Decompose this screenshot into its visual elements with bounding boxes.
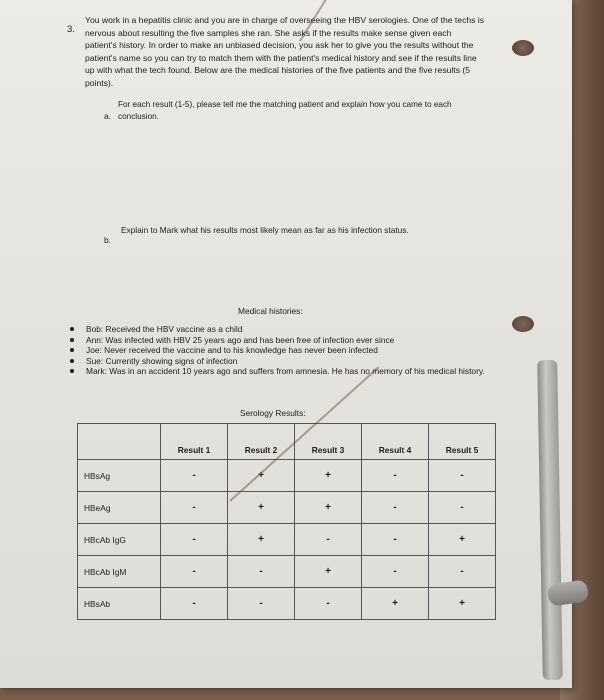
medical-history-list xyxy=(70,324,490,377)
result-cell: - xyxy=(362,492,429,524)
marker-label: HBcAb IgM xyxy=(78,556,161,588)
table-row xyxy=(78,492,496,524)
result-cell: - xyxy=(429,556,496,588)
history-item-sue: Sue: Currently showing signs of infection xyxy=(70,356,490,367)
result-cell: + xyxy=(362,588,429,620)
result-cell: - xyxy=(429,492,496,524)
question-text: You work in a hepatitis clinic and you are in charge of overseeing the HBV serologies. One of the techs is nervous about resulting the five samples she ran. She asks if the results make sense given each patient's history. In order to make an unbiased decision, you ask her to give you the results without the patient's name so you can try to match them with the patient's medical history and see if the results line up with what the tech found. Below are the medical histories of the five patients and the five results (5 points). xyxy=(85,15,485,88)
result-cell: - xyxy=(161,556,228,588)
item-a-text: For each result (1-5), please tell me the matching patient and explain how you came to each conclusion. xyxy=(118,100,452,121)
history-item-bob: Bob: Received the HBV vaccine as a child xyxy=(70,324,490,335)
column-header: Result 3 xyxy=(295,424,362,460)
column-header xyxy=(78,424,161,460)
marker-label: HBeAg xyxy=(78,492,161,524)
result-cell: - xyxy=(295,588,362,620)
punch-hole xyxy=(512,316,534,332)
marker-label: HBsAb xyxy=(78,588,161,620)
table-row xyxy=(78,556,496,588)
punch-hole xyxy=(512,40,534,56)
result-cell: + xyxy=(228,524,295,556)
result-cell: - xyxy=(429,460,496,492)
result-cell: + xyxy=(228,492,295,524)
column-header: Result 1 xyxy=(161,424,228,460)
result-cell: - xyxy=(161,492,228,524)
column-header: Result 2 xyxy=(228,424,295,460)
table-row xyxy=(78,588,496,620)
table-row xyxy=(78,460,496,492)
column-header: Result 5 xyxy=(429,424,496,460)
history-item-ann: Ann: Was infected with HBV 25 years ago and has been free of infection ever since xyxy=(70,335,490,346)
result-cell: - xyxy=(228,556,295,588)
result-cell: - xyxy=(362,556,429,588)
result-cell: - xyxy=(362,524,429,556)
table-header-row xyxy=(78,424,496,460)
table-row xyxy=(78,524,496,556)
item-b-letter: b. xyxy=(104,235,111,245)
result-cell: - xyxy=(161,588,228,620)
medical-histories-heading: Medical histories: xyxy=(238,306,303,316)
item-a-letter: a. xyxy=(104,111,111,121)
result-cell: + xyxy=(295,460,362,492)
result-cell: + xyxy=(295,492,362,524)
item-b-text: Explain to Mark what his results most likely mean as far as his infection status. xyxy=(121,225,409,235)
result-cell: + xyxy=(429,524,496,556)
column-header: Result 4 xyxy=(362,424,429,460)
history-item-joe: Joe: Never received the vaccine and to his knowledge has never been infected xyxy=(70,345,490,356)
result-cell: + xyxy=(228,460,295,492)
serology-heading: Serology Results: xyxy=(240,408,306,418)
result-cell: - xyxy=(161,524,228,556)
history-item-mark: Mark: Was in an accident 10 years ago and suffers from amnesia. He has no memory of his medical history. xyxy=(70,366,490,377)
result-cell: + xyxy=(295,556,362,588)
result-cell: - xyxy=(362,460,429,492)
result-cell: - xyxy=(295,524,362,556)
marker-label: HBsAg xyxy=(78,460,161,492)
result-cell: - xyxy=(228,588,295,620)
question-number: 3. xyxy=(67,24,75,35)
result-cell: + xyxy=(429,588,496,620)
result-cell: - xyxy=(161,460,228,492)
serology-table xyxy=(77,423,496,620)
marker-label: HBcAb IgG xyxy=(78,524,161,556)
